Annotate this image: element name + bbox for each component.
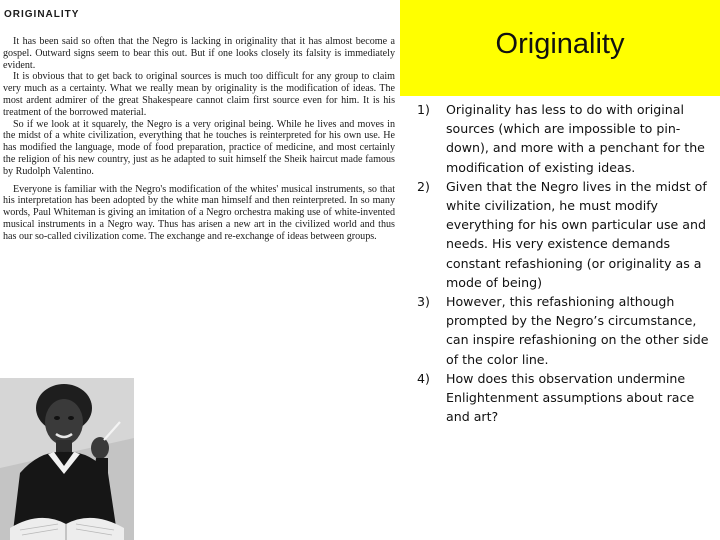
list-item [413, 100, 713, 177]
list-item [413, 369, 713, 427]
list-item-text: Originality has less to do with original sources (which are impossible to pin-down), and more with a penchant for the modification of existing ideas. [446, 102, 705, 175]
portrait-illustration [0, 378, 134, 540]
scan-text [3, 36, 395, 243]
list-number: 2) [417, 178, 430, 194]
list-item [413, 292, 713, 369]
scan-paragraph: Everyone is familiar with the Negro's modification of the whites' musical instruments, so that his interpretation has been adopted by the white man himself and then reinterpreted. In so many words, Paul Whiteman is giving an imitation of a Negro orchestra making use of white-invented musical instruments in a Negro way. Thus has arisen a new art in the civilized world and thus has our so-called civilization come. The exchange and re-exchange of ideas between groups. [3, 183, 395, 242]
list-item-text: Given that the Negro lives in the midst of white civilization, he must modify everything for his own particular use and needs. His very existence demands constant refashioning (or originality as a mode of being) [446, 178, 707, 290]
list-item [413, 177, 713, 292]
list-number: 3) [417, 294, 430, 310]
scan-heading: ORIGINALITY [4, 9, 80, 20]
list-number: 1) [417, 102, 430, 117]
list-item-text: However, this refashioning although prompted by the Negro’s circumstance, can inspire refashioning on the other side of the color line. [446, 294, 709, 367]
title-banner [400, 0, 720, 96]
scan-paragraph: It is obvious that to get back to original sources is much too difficult for any group to claim very much as a certainty. What we really mean by originality is the modification of ideas. The most ardent admirer of the great Shakespeare cannot claim first source even for him. It is his treatment of the borrowed material. [3, 71, 395, 118]
list-number: 4) [417, 370, 430, 386]
slide-title: Originality [495, 28, 625, 60]
scan-paragraph: So if we look at it squarely, the Negro is a very original being. While he lives and moves in the midst of a white civilization, everything that he touches is reinterpreted for his own use. He has modified the language, mode of food preparation, practice of medicine, and most certainly the religion of his new country, just as he adapted to suit himself the Sheik haircut made famous by Rudolph Valentino. [3, 118, 395, 177]
book-page-scan [0, 0, 400, 290]
portrait-photo [0, 378, 134, 540]
points-list [413, 100, 713, 426]
scan-paragraph: It has been said so often that the Negro is lacking in originality that it has almost become a gospel. Outward signs seem to bear this out. But if one looks closely its falsity is immediately evident. [3, 36, 395, 71]
list-item-text: How does this observation undermine Enlightenment assumptions about race and art? [446, 370, 695, 425]
